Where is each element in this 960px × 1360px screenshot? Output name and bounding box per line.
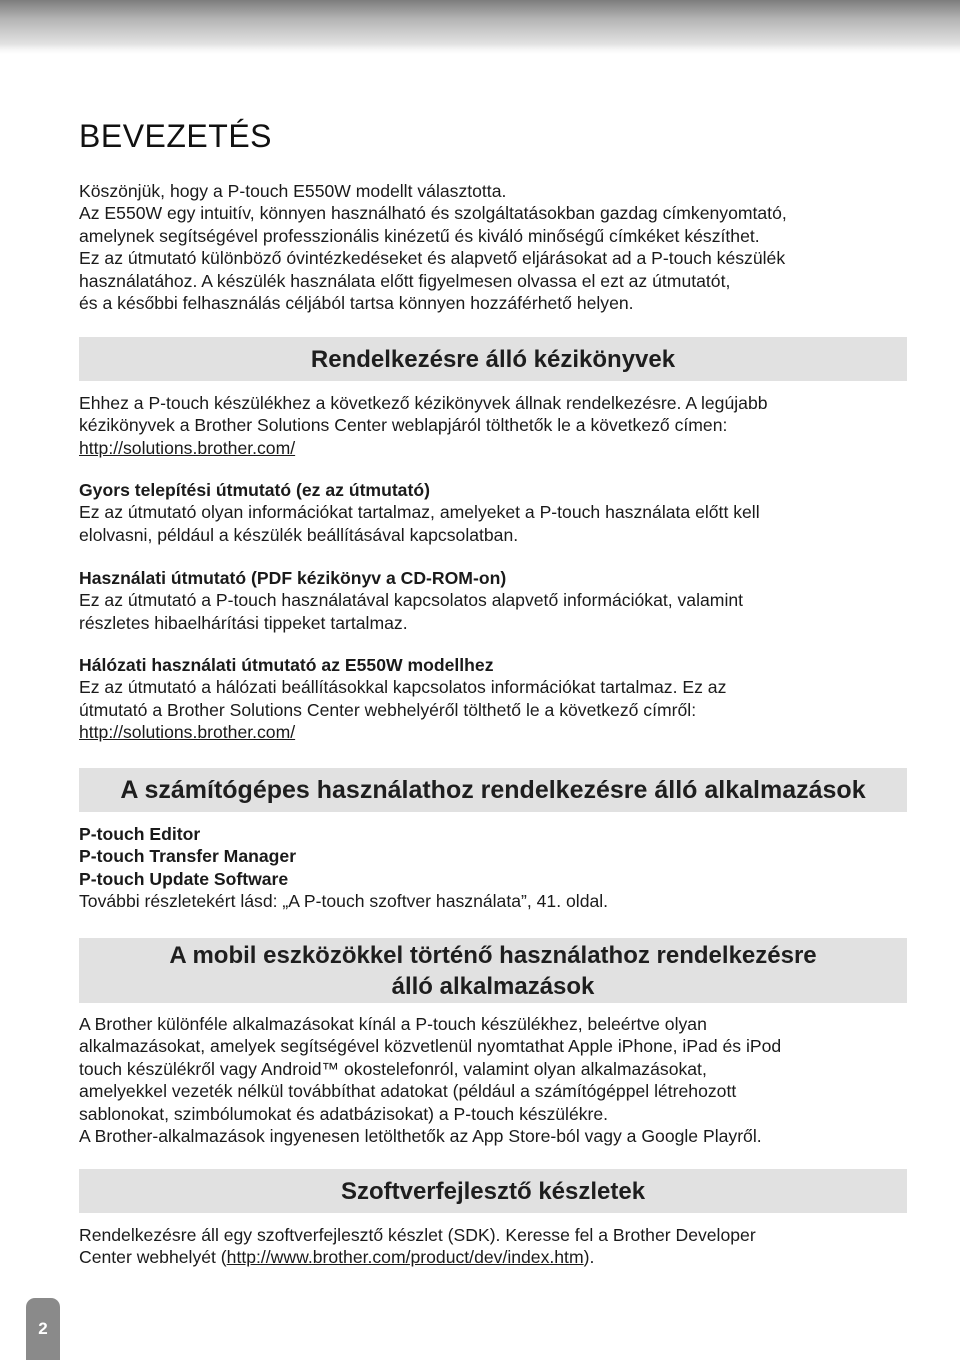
mobile-apps-line: touch készülékről vagy Android™ okostelefonról, valamint olyan alkalmazásokat, (79, 1058, 707, 1079)
app-name-item: P-touch Editor (79, 824, 201, 844)
section-heading-mobile-apps (79, 938, 907, 1003)
page-title: BEVEZETÉS (79, 118, 272, 154)
user-guide-block (79, 567, 907, 634)
manuals-intro-line: kézikönyvek a Brother Solutions Center weblapjáról tölthetők le a következő címen: (79, 415, 728, 436)
section-heading-text: álló alkalmazások (391, 972, 595, 1000)
user-guide-line: Ez az útmutató a P-touch használatával kapcsolatos alapvető információkat, valamint (79, 590, 744, 611)
intro-paragraph (79, 180, 907, 314)
user-guide-title: Használati útmutató (PDF kézikönyv a CD-ROM-on) (79, 568, 507, 588)
network-guide-line: útmutató a Brother Solutions Center webhelyéről tölthető le a következő címről: (79, 699, 697, 720)
user-guide-line: részletes hibaelhárítási tippeket tartalmaz. (79, 612, 408, 633)
computer-apps-note: További részletekért lásd: „A P-touch szoftver használata”, 41. oldal. (79, 891, 609, 912)
intro-line: használatához. A készülék használata előtt figyelmesen olvassa el ezt az útmutatót, (79, 270, 731, 291)
section-heading-sdk (79, 1169, 907, 1213)
header-gradient-band (0, 0, 960, 54)
computer-apps-block (79, 823, 907, 913)
mobile-apps-line: sablonokat, szimbólumokat és adatbázisokat) a P-touch készülékre. (79, 1103, 609, 1124)
solutions-center-link[interactable]: http://solutions.brother.com/ (79, 437, 296, 458)
intro-line: amelynek segítségével professzionális kinézetű és kiváló minőségű címkéket készíthet. (79, 225, 760, 246)
app-name-item: P-touch Transfer Manager (79, 846, 297, 867)
developer-center-link[interactable]: http://www.brother.com/product/dev/index.htm (226, 1247, 584, 1268)
section-heading-manuals (79, 337, 907, 381)
page-number: 2 (38, 1319, 48, 1338)
mobile-apps-line: A Brother különféle alkalmazásokat kínál a P-touch készülékhez, beleértve olyan (79, 1014, 707, 1034)
mobile-apps-line: alkalmazásokat, amelyek segítségével közvetlenül nyomtathat Apple iPhone, iPad és iPod (79, 1036, 782, 1057)
quick-setup-guide-title: Gyors telepítési útmutató (ez az útmutató) (79, 480, 430, 500)
sdk-line-text: Center webhelyét ( (79, 1247, 227, 1268)
sdk-line-text: ). (583, 1247, 595, 1268)
quick-setup-guide-block (79, 479, 907, 546)
section-heading-text: A számítógépes használathoz rendelkezésre álló alkalmazások (120, 775, 866, 804)
page-number-tab (26, 1298, 60, 1360)
sdk-line (79, 1246, 907, 1268)
section-heading-text: Szoftverfejlesztő készletek (340, 1177, 646, 1205)
section-heading-computer-apps (79, 768, 907, 812)
manuals-intro-paragraph (79, 392, 907, 459)
intro-line: és a későbbi felhasználás céljából tartsa könnyen hozzáférhető helyen. (79, 293, 634, 314)
mobile-apps-paragraph (79, 1013, 907, 1147)
intro-line: Az E550W egy intuitív, könnyen használható és szolgáltatásokban gazdag címkenyomtató, (79, 203, 787, 224)
intro-line: Ez az útmutató különböző óvintézkedéseket és alapvető eljárásokat ad a P-touch készülék (79, 248, 786, 269)
quick-setup-guide-line: Ez az útmutató olyan információkat tartalmaz, amelyeket a P-touch használata előtt kell (79, 502, 760, 523)
mobile-apps-line: A Brother-alkalmazások ingyenesen letölthetők az App Store-ból vagy a Google Playről. (79, 1126, 762, 1147)
network-guide-line: Ez az útmutató a hálózati beállításokkal kapcsolatos információkat tartalmaz. Ez az (79, 677, 727, 698)
sdk-line: Rendelkezésre áll egy szoftverfejlesztő készlet (SDK). Keresse fel a Brother Developer (79, 1225, 756, 1245)
manuals-intro-line: Ehhez a P-touch készülékhez a következő kézikönyvek állnak rendelkezésre. A legújabb (79, 393, 768, 413)
network-guide-title: Hálózati használati útmutató az E550W modellhez (79, 655, 494, 675)
intro-line: Köszönjük, hogy a P-touch E550W modellt választotta. (79, 181, 507, 201)
app-name-item: P-touch Update Software (79, 868, 289, 889)
network-guide-block (79, 654, 907, 744)
section-heading-text: A mobil eszközökkel történő használathoz rendelkezésre (169, 941, 817, 969)
network-guide-link[interactable]: http://solutions.brother.com/ (79, 722, 296, 743)
mobile-apps-line: amelyekkel vezeték nélkül továbbíthat adatokat (például a számítógéppel létrehozott (79, 1081, 737, 1102)
section-heading-text: Rendelkezésre álló kézikönyvek (310, 345, 676, 373)
sdk-paragraph (79, 1224, 907, 1269)
quick-setup-guide-line: elolvasni, például a készülék beállításával kapcsolatban. (79, 524, 519, 545)
